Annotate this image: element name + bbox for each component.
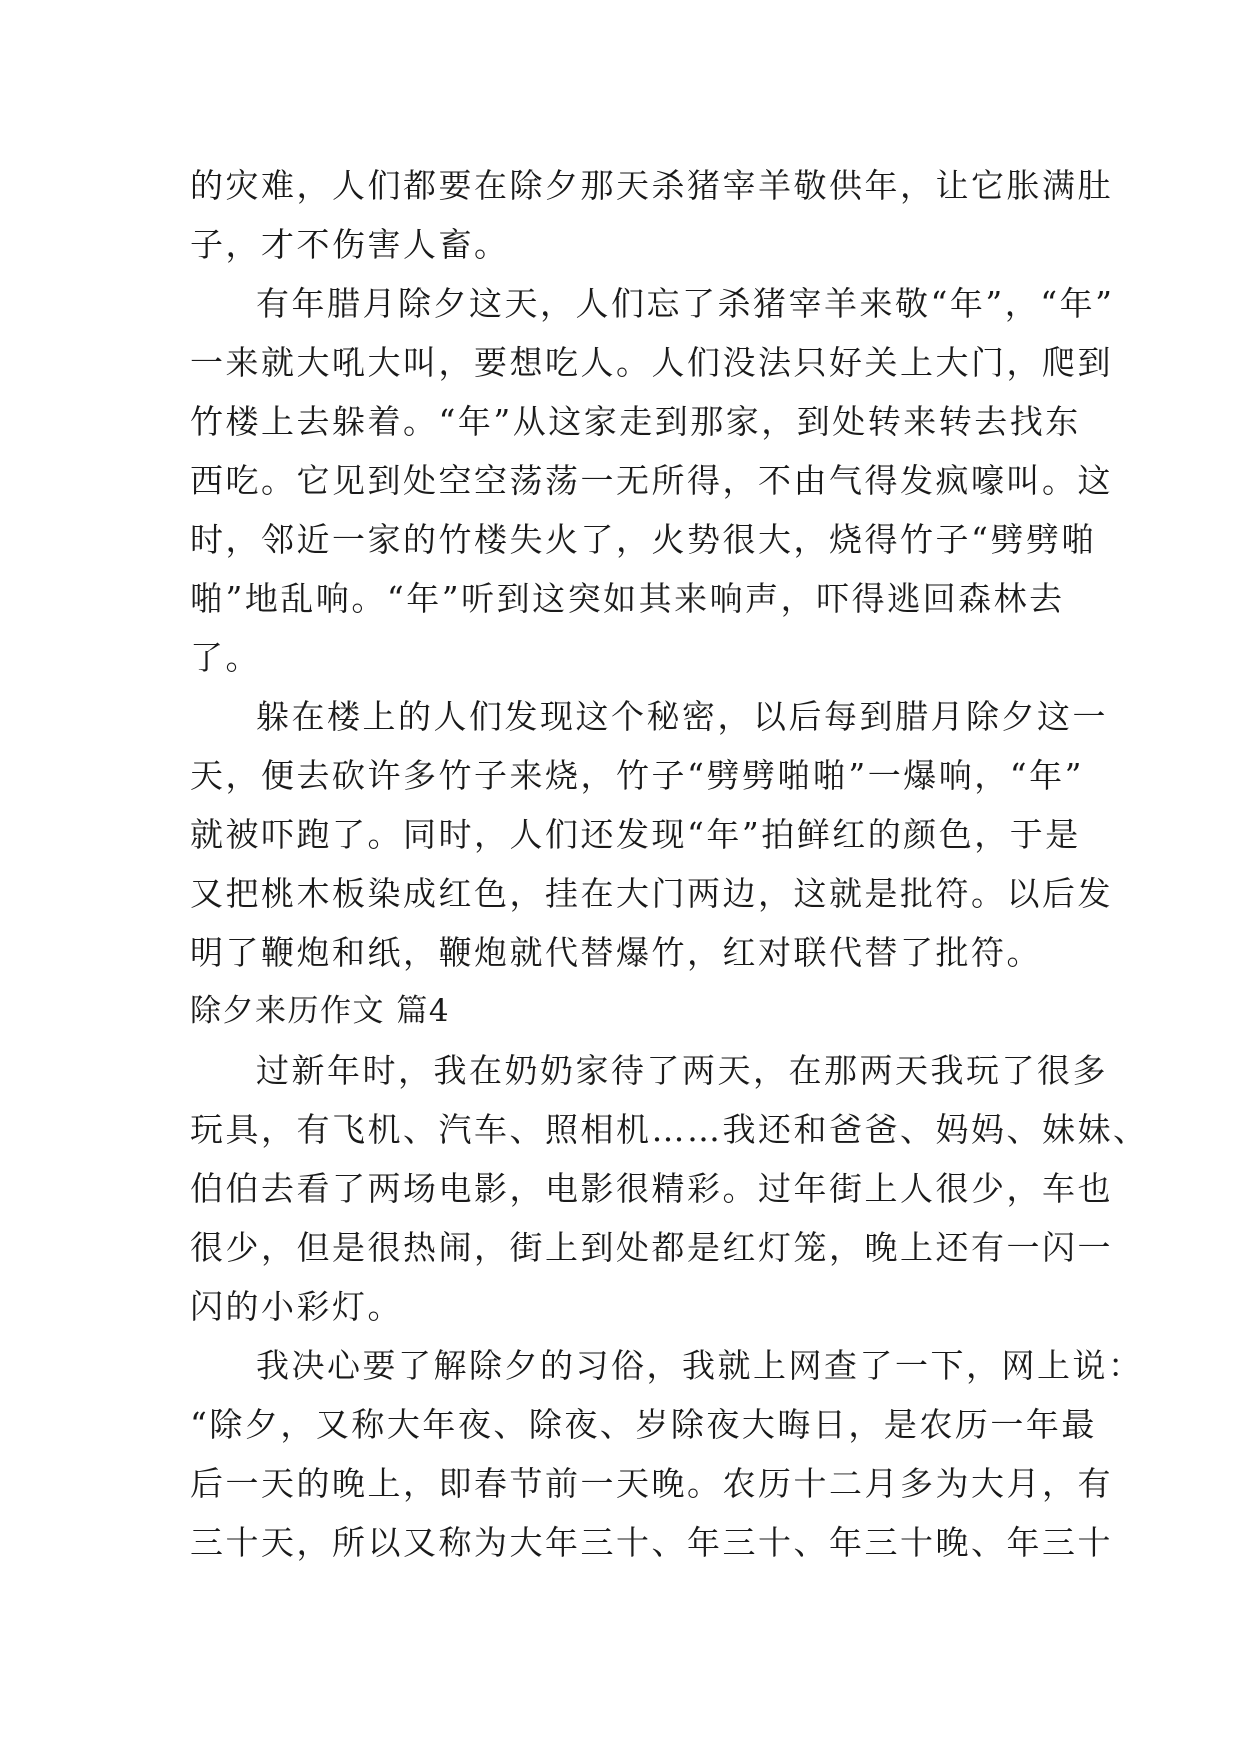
text-line: 很少，但是很热闹，街上到处都是红灯笼，晚上还有一闪一: [190, 1228, 1113, 1267]
text-line: 过新年时，我在奶奶家待了两天，在那两天我玩了很多: [256, 1051, 1108, 1090]
text-line: 闪的小彩灯。: [190, 1287, 403, 1326]
text-line: 的灾难，人们都要在除夕那天杀猪宰羊敬供年，让它胀满肚: [190, 166, 1113, 205]
text-line: 子，才不伤害人畜。: [190, 225, 510, 264]
text-line: 就被吓跑了。同时，人们还发现“年”拍鲜红的颜色，于是: [190, 815, 1081, 854]
paragraph: [190, 687, 1113, 982]
text-line: 一来就大吼大叫，要想吃人。人们没法只好关上大门，爬到: [190, 343, 1113, 382]
text-line: 西吃。它见到处空空荡荡一无所得，不由气得发疯嚎叫。这: [190, 461, 1113, 500]
text-line: 我决心要了解除夕的习俗，我就上网查了一下，网上说：: [256, 1346, 1144, 1385]
text-line: 后一天的晚上，即春节前一天晚。农历十二月多为大月，有: [190, 1464, 1113, 1503]
section-heading: 除夕来历作文 篇4: [190, 993, 451, 1029]
text-line: 三十天，所以又称为大年三十、年三十、年三十晚、年三十: [190, 1523, 1113, 1562]
text-line: 啪”地乱响。“年”听到这突如其来响声，吓得逃回森林去: [190, 579, 1065, 618]
text-line: 又把桃木板染成红色，挂在大门两边，这就是批符。以后发: [190, 874, 1113, 913]
paragraph: [190, 1041, 1149, 1336]
document-body: [190, 156, 1149, 1572]
paragraph: [190, 1336, 1144, 1572]
text-line: 明了鞭炮和纸，鞭炮就代替爆竹，红对联代替了批符。: [190, 933, 1042, 972]
paragraph: [190, 156, 1113, 274]
text-line: 了。: [190, 638, 261, 677]
text-line: 躲在楼上的人们发现这个秘密，以后每到腊月除夕这一: [256, 697, 1108, 736]
text-line: “除夕，又称大年夜、除夜、岁除夜大晦日，是农历一年最: [190, 1405, 1097, 1444]
text-line: 玩具，有飞机、汽车、照相机……我还和爸爸、妈妈、妹妹、: [190, 1110, 1149, 1149]
text-line: 有年腊月除夕这天，人们忘了杀猪宰羊来敬“年”，“年”: [256, 284, 1115, 323]
text-line: 时，邻近一家的竹楼失火了，火势很大，烧得竹子“劈劈啪: [190, 520, 1097, 559]
text-line: 伯伯去看了两场电影，电影很精彩。过年街上人很少，车也: [190, 1169, 1113, 1208]
text-line: 天，便去砍许多竹子来烧，竹子“劈劈啪啪”一爆响，“年”: [190, 756, 1084, 795]
text-line: 竹楼上去躲着。“年”从这家走到那家，到处转来转去找东: [190, 402, 1081, 441]
paragraph: [190, 274, 1115, 687]
